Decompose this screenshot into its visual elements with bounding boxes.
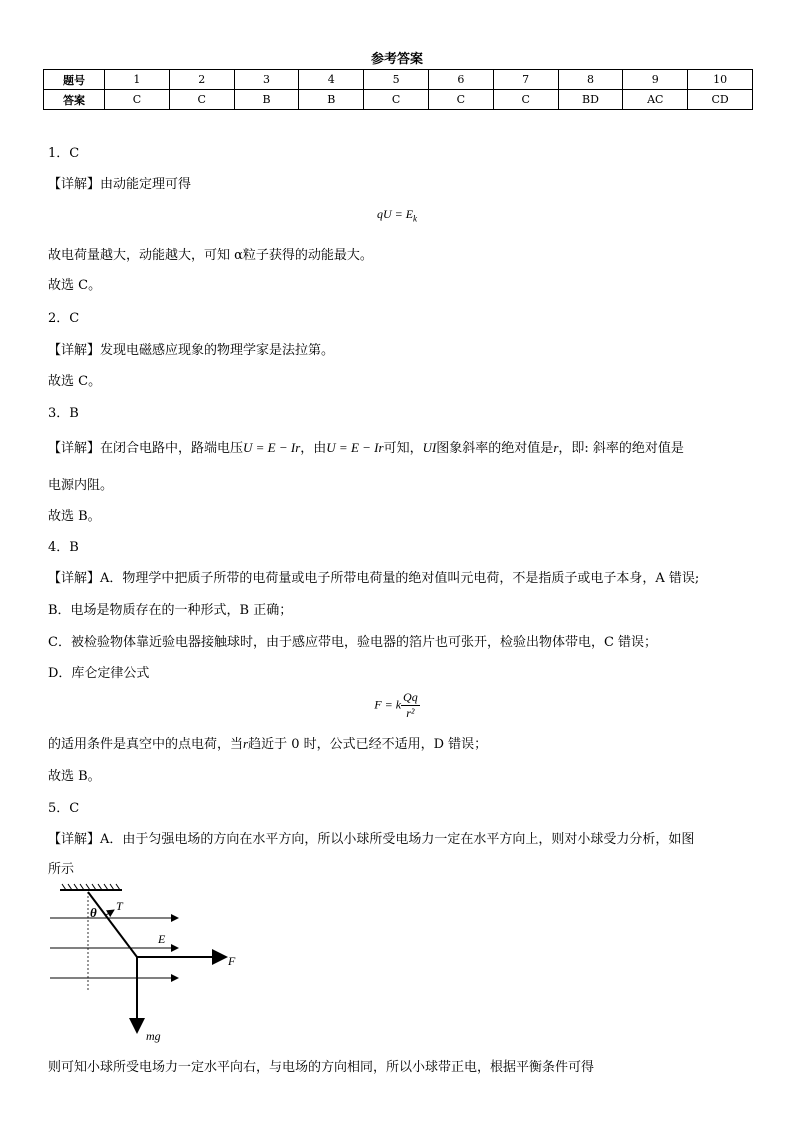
question-number: 2 xyxy=(169,70,234,90)
q1-line2: 故电荷量越大，动能越大，可知 α粒子获得的动能最大。 xyxy=(48,248,373,263)
answer-cell: C xyxy=(364,90,429,110)
answer-cell: C xyxy=(105,90,170,110)
q4-formula-den: r² xyxy=(406,706,415,720)
q3-eq2: U = E − Ir xyxy=(326,440,384,455)
q1-conclusion: 故选 C。 xyxy=(48,278,102,293)
question-number: 10 xyxy=(688,70,753,90)
q2-conclusion: 故选 C。 xyxy=(48,374,102,389)
q5-detail-line2: 所示 xyxy=(48,862,75,877)
q3-text-e: ，即: 斜率的绝对值是 xyxy=(558,441,684,456)
q3-ui: UI xyxy=(422,440,437,455)
answer-cell: C xyxy=(493,90,558,110)
answer-cell: B xyxy=(234,90,299,110)
weight-label: mg xyxy=(146,1029,161,1043)
q3-text-c: 可知， xyxy=(383,441,423,456)
question-number: 6 xyxy=(428,70,493,90)
force-diagram xyxy=(50,882,260,1047)
q4-condition xyxy=(48,733,487,752)
q4-option-b: B．电场是物质存在的一种形式，B 正确； xyxy=(48,603,293,618)
q1-detail: 【详解】由动能定理可得 xyxy=(48,177,192,192)
q2-detail: 【详解】发现电磁感应现象的物理学家是法拉第。 xyxy=(48,343,335,358)
q4-header: 4．B xyxy=(48,540,79,555)
q3-eq1: U = E − Ir xyxy=(243,440,301,455)
q4-formula-fraction xyxy=(401,690,420,721)
q1-header: 1．C xyxy=(48,146,80,161)
q5-detail-line1: 【详解】A．由于匀强电场的方向在水平方向，所以小球所受电场力一定在水平方向上，则对小球受力分析，如图 xyxy=(48,832,695,847)
string-line xyxy=(88,892,137,957)
answer-cell: AC xyxy=(623,90,688,110)
field-label: E xyxy=(158,932,166,946)
q4-option-a: 【详解】A．物理学中把质子所带的电荷量或电子所带电荷量的绝对值叫元电荷，不是指质子或电子本身，A 错误; xyxy=(48,571,700,586)
q3-text-a: 【详解】在闭合电路中，路端电压 xyxy=(48,441,244,456)
q3-conclusion: 故选 B。 xyxy=(48,509,101,524)
answer-cell: B xyxy=(299,90,364,110)
q4-option-d: D．库仑定律公式 xyxy=(48,666,150,681)
question-number: 9 xyxy=(623,70,688,90)
q3-text-d: 图象斜率的绝对值是 xyxy=(436,441,554,456)
q4-option-c: C．被检验物体靠近验电器接触球时，由于感应带电，验电器的箔片也可张开，检验出物体带电，C 错误； xyxy=(48,635,658,650)
answer-cell: CD xyxy=(688,90,753,110)
question-number: 1 xyxy=(105,70,170,90)
question-number: 3 xyxy=(234,70,299,90)
page-title: 参考答案 xyxy=(370,52,423,67)
tension-arrow xyxy=(106,910,114,915)
q5-after-diagram: 则可知小球所受电场力一定水平向右，与电场的方向相同，所以小球带正电，根据平衡条件可得 xyxy=(48,1060,595,1075)
q4-formula xyxy=(0,690,794,721)
answer-cell: C xyxy=(169,90,234,110)
table-row xyxy=(44,70,753,90)
q3-line2: 电源内阻。 xyxy=(48,478,114,493)
q1-formula-main: qU = E xyxy=(376,207,414,221)
q3-header: 3．B xyxy=(48,406,79,421)
q4-cond-r: r xyxy=(243,736,249,751)
table-row xyxy=(44,90,753,110)
q1-formula-sub: k xyxy=(413,213,418,224)
q1-formula xyxy=(0,207,794,223)
tension-label: T xyxy=(116,899,123,913)
answer-cell: C xyxy=(428,90,493,110)
q4-formula-lhs: F = k xyxy=(374,697,402,712)
q4-formula-num: Qq xyxy=(403,690,418,704)
q3-r: r xyxy=(553,440,559,455)
q5-header: 5．C xyxy=(48,801,80,816)
question-number: 8 xyxy=(558,70,623,90)
q3-detail xyxy=(48,437,684,456)
q4-cond-a: 的适用条件是真空中的点电荷，当 xyxy=(48,737,244,752)
question-number: 7 xyxy=(493,70,558,90)
q4-conclusion: 故选 B。 xyxy=(48,769,101,784)
theta-label: θ xyxy=(90,905,97,920)
question-number: 5 xyxy=(364,70,429,90)
question-number-header: 题号 xyxy=(44,70,105,90)
answer-cell: BD xyxy=(558,90,623,110)
answer-header: 答案 xyxy=(44,90,105,110)
q4-cond-b: 趋近于 0 时，公式已经不适用，D 错误； xyxy=(248,737,488,752)
q2-header: 2．C xyxy=(48,311,80,326)
question-number: 4 xyxy=(299,70,364,90)
answer-table xyxy=(43,69,753,110)
force-label: F xyxy=(228,954,236,968)
q3-text-b: ，由 xyxy=(300,441,327,456)
